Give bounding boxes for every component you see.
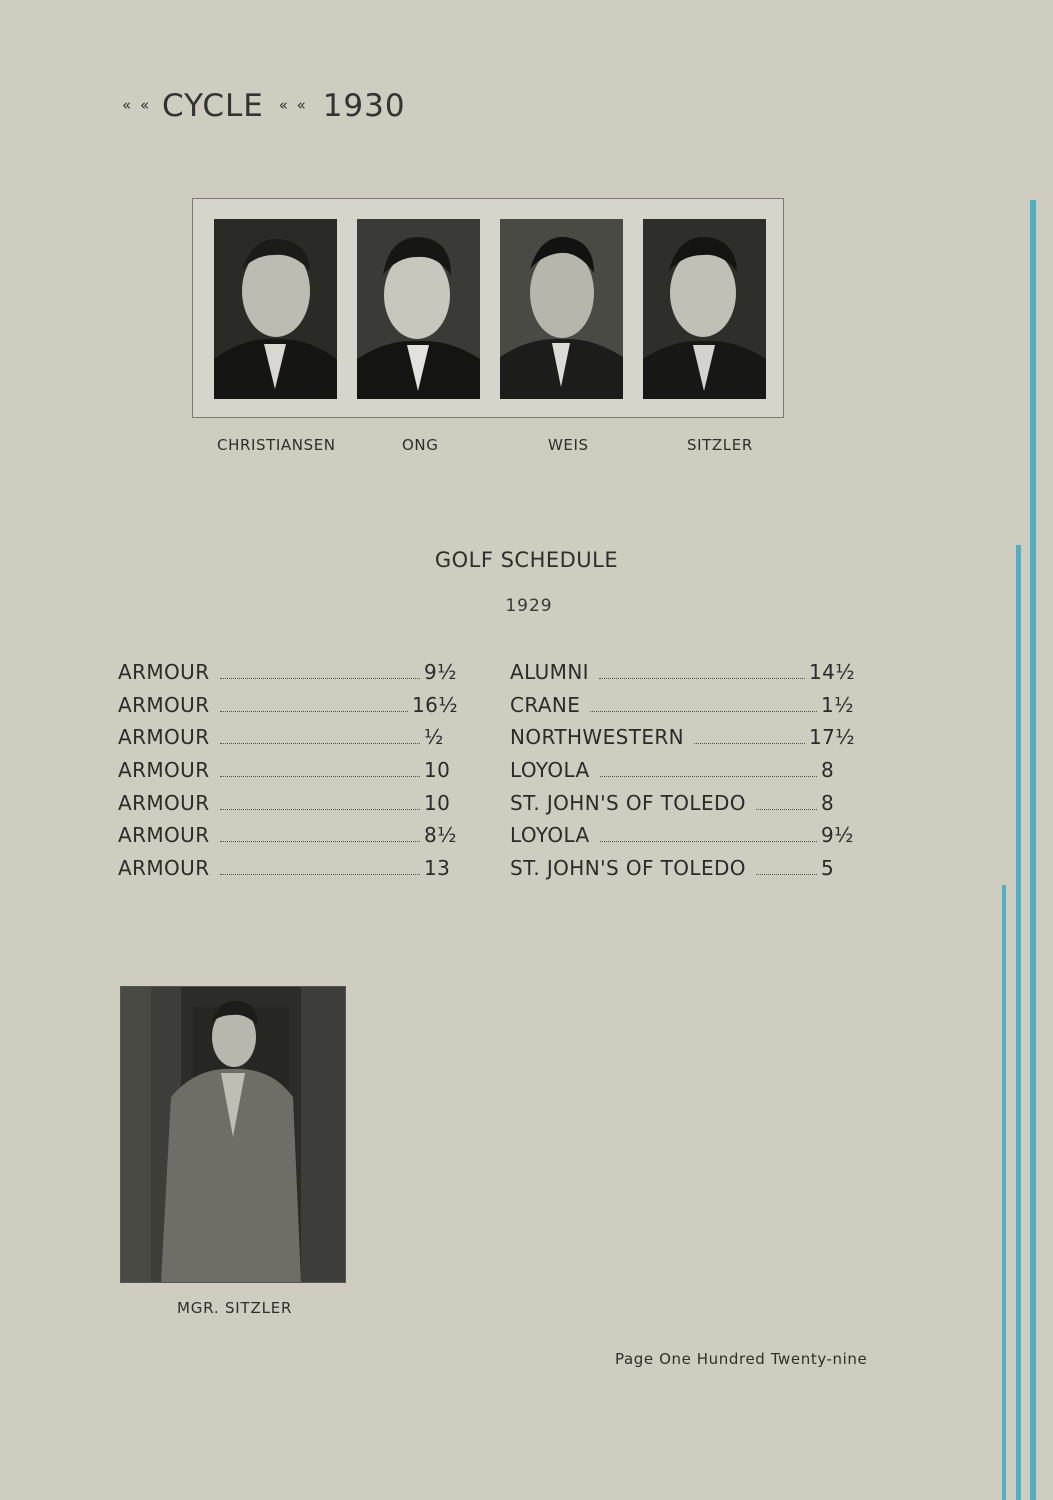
score: 10: [424, 790, 451, 815]
score: 10: [424, 758, 451, 783]
opponent: LOYOLA: [510, 823, 590, 848]
leader-dots: [599, 677, 805, 679]
schedule-row: [510, 693, 855, 726]
opponent: ARMOUR: [118, 725, 210, 750]
header-title: CYCLE: [161, 88, 264, 124]
manager-caption: MGR. SITZLER: [177, 1299, 293, 1317]
score: 13: [424, 856, 451, 881]
leader-dots: [220, 742, 420, 744]
opponent: ST. JOHN'S OF TOLEDO: [510, 856, 746, 881]
caption-weis: WEIS: [548, 436, 589, 454]
opponent: ST. JOHN'S OF TOLEDO: [510, 790, 746, 815]
accent-bar-inner: [1002, 885, 1006, 1500]
schedule-row: [118, 725, 458, 758]
score: ½: [424, 725, 444, 750]
schedule-row: [118, 693, 458, 726]
leader-dots: [600, 775, 817, 777]
opponent: ARMOUR: [118, 660, 210, 684]
score: 8½: [424, 823, 457, 848]
leader-dots: [590, 710, 817, 712]
portrait-christiansen: [214, 219, 337, 399]
schedule-row: [510, 725, 855, 758]
opponent: ARMOUR: [118, 758, 210, 783]
score: 16½: [411, 692, 458, 717]
caption-ong: ONG: [402, 436, 439, 454]
opponent: ALUMNI: [510, 660, 589, 684]
schedule-row: [118, 758, 458, 791]
schedule-row: [510, 660, 855, 693]
accent-bar-middle: [1016, 545, 1021, 1500]
score: 8: [821, 790, 835, 815]
schedule-left-column: [118, 660, 458, 889]
score: 5: [821, 856, 835, 881]
caption-sitzler: SITZLER: [687, 436, 753, 454]
schedule-row: [118, 791, 458, 824]
schedule-right-column: [510, 660, 855, 889]
schedule-row: [118, 823, 458, 856]
score: 14½: [808, 660, 855, 684]
score: 1½: [821, 692, 854, 717]
leader-dots: [220, 808, 420, 810]
portrait-sitzler: [643, 219, 766, 399]
leader-dots: [220, 840, 420, 842]
opponent: ARMOUR: [118, 692, 210, 717]
score: 17½: [808, 725, 855, 750]
accent-bar-outer: [1030, 200, 1036, 1500]
portrait-weis: [500, 219, 623, 399]
page-number: Page One Hundred Twenty-nine: [615, 1350, 868, 1368]
portrait-ong: [357, 219, 480, 399]
schedule-row: [510, 823, 855, 856]
caption-christiansen: CHRISTIANSEN: [217, 436, 336, 454]
leader-dots: [756, 808, 817, 810]
leader-dots: [220, 775, 420, 777]
leader-dots: [220, 710, 408, 712]
header-year: 1930: [322, 88, 406, 124]
opponent: CRANE: [510, 692, 581, 717]
schedule-row: [118, 856, 458, 889]
schedule-row: [510, 856, 855, 889]
header-chevrons-left: « «: [122, 96, 152, 114]
score: 8: [821, 758, 835, 783]
opponent: ARMOUR: [118, 790, 210, 815]
opponent: LOYOLA: [510, 758, 590, 783]
leader-dots: [220, 873, 420, 875]
score: 9½: [424, 660, 457, 684]
opponent: NORTHWESTERN: [510, 725, 685, 750]
page-header: [122, 88, 406, 124]
manager-photo: [120, 986, 346, 1283]
opponent: ARMOUR: [118, 856, 210, 881]
leader-dots: [600, 840, 817, 842]
schedule-year: 1929: [505, 596, 553, 616]
score: 9½: [821, 823, 854, 848]
leader-dots: [220, 677, 420, 679]
opponent: ARMOUR: [118, 823, 210, 848]
schedule-title: GOLF SCHEDULE: [434, 548, 619, 572]
schedule-row: [510, 791, 855, 824]
schedule-row: [118, 660, 458, 693]
leader-dots: [756, 873, 817, 875]
team-portrait-frame: [192, 198, 784, 418]
schedule-row: [510, 758, 855, 791]
header-chevrons-mid: « «: [278, 96, 308, 114]
leader-dots: [694, 742, 805, 744]
